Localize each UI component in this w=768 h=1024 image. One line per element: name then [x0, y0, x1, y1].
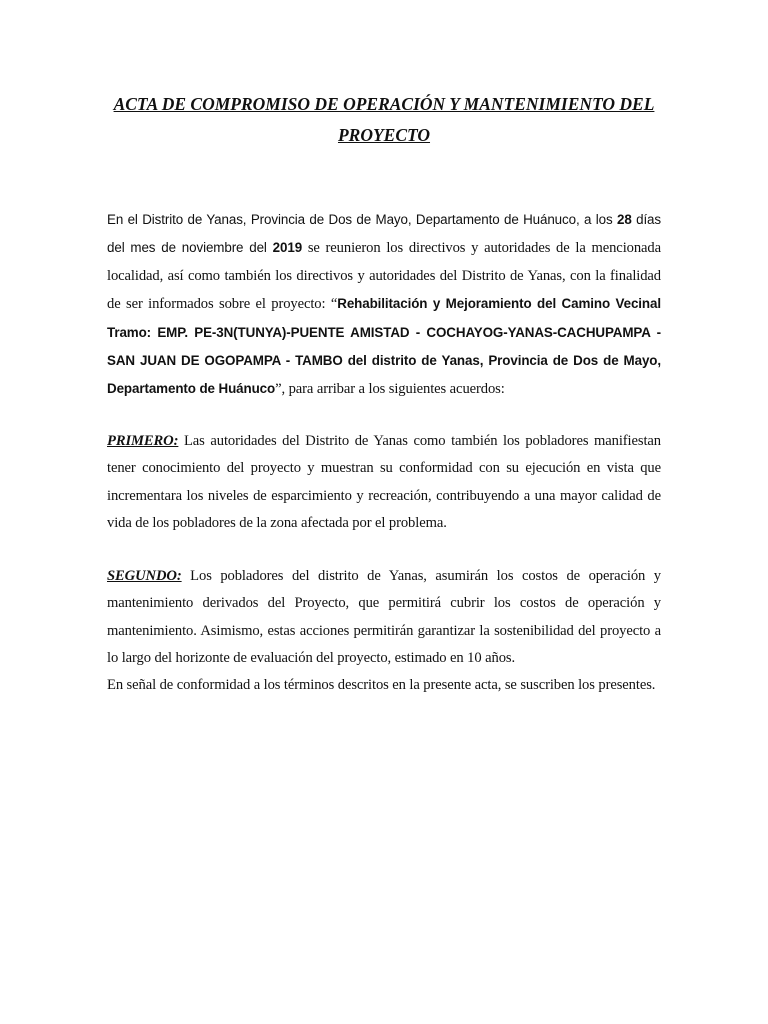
primero-label: PRIMERO: [107, 433, 179, 449]
document-title-line-2: PROYECTO [337, 125, 431, 145]
intro-paragraph [107, 206, 661, 404]
intro-year: 2019 [272, 240, 303, 256]
closing-paragraph: En señal de conformidad a los términos descritos en la presente acta, se suscriben los presentes. [107, 677, 656, 693]
segundo-text: Los pobladores del distrito de Yanas, asumirán los costos de operación y mantenimiento derivados del Proyecto, que permitirá cubrir los costos de operación y mantenimiento. Asimismo, estas acciones permitirán garantizar la sostenibilidad del proyecto a lo largo del horizonte de evaluación del proyecto, estimado en 10 años. [107, 568, 661, 667]
intro-day-number: 28 [616, 212, 632, 227]
project-name: Rehabilitación y Mejoramiento del Camino Vecinal Tramo: EMP. PE-3N(TUNYA)-PUENTE AMISTAD - COCHAYOG-YANAS-CACHUPAMPA - SAN JUAN DE OGOPAMPA - TAMBO del distrito de Yanas, Provincia de Dos de Mayo, Departamento de Huánuco [107, 296, 661, 397]
primero-paragraph [107, 428, 661, 538]
intro-text-part-3: se reunieron los directivos y autoridades de la mencionada localidad, así como también los directivos y autoridades del Distrito de Yanas, con la finalidad de ser informados sobre el proyecto: “ [107, 240, 661, 313]
document-title-line-1: ACTA DE COMPROMISO DE OPERACIÓN Y MANTENIMIENTO DEL [113, 94, 655, 114]
intro-text-part-2: días del mes de noviembre del [107, 212, 662, 256]
intro-text-part-1: En el Distrito de Yanas, Provincia de Dos de Mayo, Departamento de Huánuco, a los [107, 212, 617, 227]
primero-text: Las autoridades del Distrito de Yanas como también los pobladores manifiestan tener conocimiento del proyecto y muestran su conformidad con su ejecución en vista que incrementara los niveles de esparcimiento y recreación, contribuyendo a una mayor calidad de vida de los pobladores de la zona afectada por el problema. [107, 433, 661, 532]
segundo-label: SEGUNDO: [107, 568, 182, 584]
intro-text-part-4: ”, para arribar a los siguientes acuerdos: [275, 381, 505, 398]
segundo-paragraph [107, 563, 661, 673]
